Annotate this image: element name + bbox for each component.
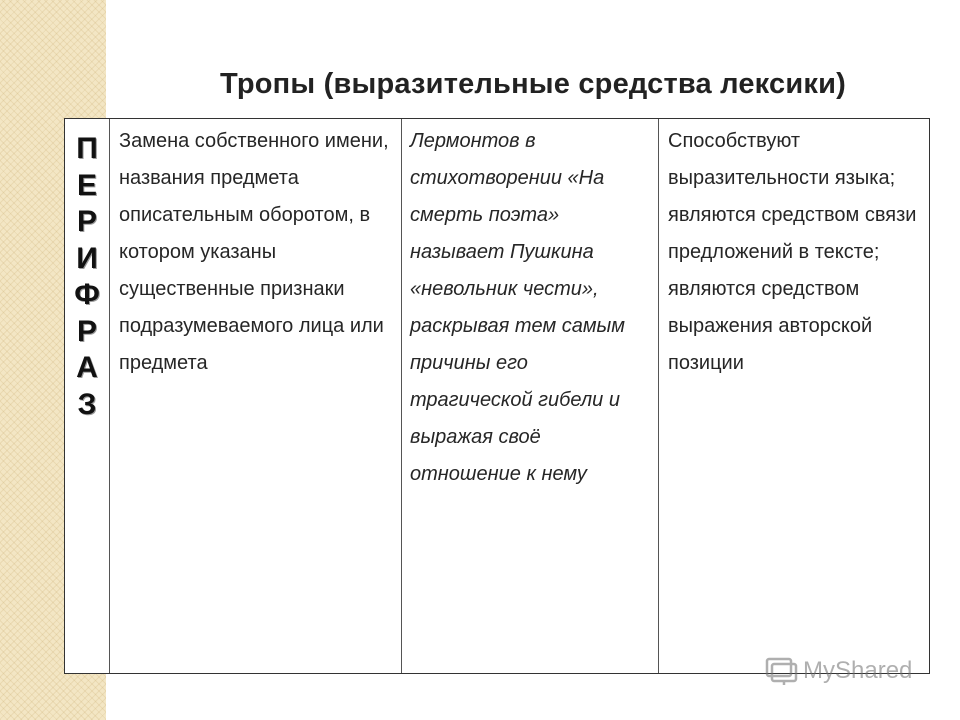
term-cell — [65, 119, 110, 673]
watermark-text: MyShared — [803, 657, 913, 684]
presentation-icon — [765, 656, 799, 686]
periphrasis-table — [64, 118, 930, 674]
function-cell — [659, 119, 928, 673]
term-letter: Ф — [74, 278, 100, 311]
vertical-term-word — [65, 119, 109, 423]
example-cell — [402, 119, 659, 673]
term-letter: Р — [76, 314, 97, 348]
term-letter: З — [77, 387, 97, 421]
definition-cell — [110, 119, 402, 673]
term-letter: П — [76, 132, 98, 165]
term-letter: Р — [76, 205, 97, 238]
definition-text: Замена собственного имени, названия предмета описательным оборотом, в котором указаны существенные признаки подразумеваемого лица или предмета — [119, 130, 389, 374]
term-letter: А — [76, 351, 98, 384]
function-text: Способствуют выразительности языка; являются средством связи предложений в тексте; являются средством выражения авторской позиции — [668, 130, 917, 374]
term-letter: Е — [76, 168, 97, 202]
watermark — [765, 656, 912, 686]
term-letter: И — [76, 241, 98, 275]
example-text: Лермонтов в стихотворении «На смерть поэта» называет Пушкина «невольник чести», раскрывая тем самым причины его трагической гибели и выражая своё отношение к нему — [410, 130, 625, 485]
slide-title: Тропы (выразительные средства лексики) — [220, 68, 846, 100]
